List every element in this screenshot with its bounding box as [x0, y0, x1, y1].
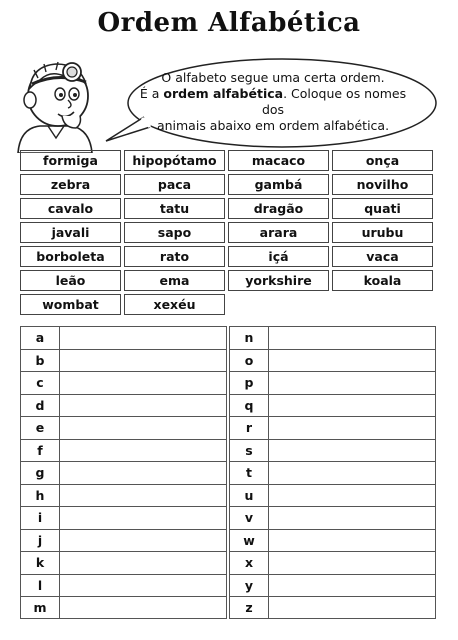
answer-letter: k	[21, 552, 60, 574]
answer-letter: q	[230, 395, 269, 417]
answer-blank-field[interactable]	[269, 597, 435, 618]
answer-letter: d	[21, 395, 60, 417]
answer-row	[229, 461, 436, 484]
answer-blank-field[interactable]	[60, 552, 226, 574]
boy-character-illustration	[10, 48, 110, 153]
answer-row	[229, 439, 436, 462]
answer-letter: i	[21, 507, 60, 529]
answer-letter: o	[230, 350, 269, 372]
instructions-line-3: animais abaixo em ordem alfabética.	[156, 118, 390, 133]
word-bank-word: onça	[332, 150, 433, 171]
word-bank	[20, 150, 434, 318]
word-bank-row	[20, 246, 434, 269]
word-bank-empty-cell	[332, 294, 433, 315]
answer-blank-field[interactable]	[60, 507, 226, 529]
word-bank-row	[20, 270, 434, 293]
instructions-line-2: É a ordem alfabética. Coloque os nomes dos	[139, 86, 407, 117]
answer-blank-field[interactable]	[60, 350, 226, 372]
instructions-text	[128, 70, 418, 134]
answer-letter: u	[230, 485, 269, 507]
answer-blank-field[interactable]	[269, 372, 435, 394]
answer-letter: h	[21, 485, 60, 507]
word-bank-word: novilho	[332, 174, 433, 195]
answer-letter: r	[230, 417, 269, 439]
word-bank-word: rato	[124, 246, 225, 267]
word-bank-row	[20, 222, 434, 245]
word-bank-word: arara	[228, 222, 329, 243]
answer-row	[229, 506, 436, 529]
word-bank-row	[20, 294, 434, 317]
answer-blank-field[interactable]	[60, 575, 226, 597]
word-bank-word: xexéu	[124, 294, 225, 315]
answer-blank-field[interactable]	[60, 485, 226, 507]
answer-letter: m	[21, 597, 60, 618]
word-bank-word: hipopótamo	[124, 150, 225, 171]
answer-row	[20, 326, 227, 349]
answer-blank-field[interactable]	[60, 417, 226, 439]
answer-blank-field[interactable]	[269, 530, 435, 552]
word-bank-word: paca	[124, 174, 225, 195]
word-bank-word: gambá	[228, 174, 329, 195]
answer-row	[229, 349, 436, 372]
word-bank-word: içá	[228, 246, 329, 267]
answer-row	[229, 371, 436, 394]
word-bank-word: urubu	[332, 222, 433, 243]
word-bank-word: borboleta	[20, 246, 121, 267]
answer-row	[229, 416, 436, 439]
answer-letter: b	[21, 350, 60, 372]
answer-blank-field[interactable]	[269, 485, 435, 507]
answer-letter: v	[230, 507, 269, 529]
answer-row	[229, 484, 436, 507]
answer-blank-field[interactable]	[269, 552, 435, 574]
answer-blank-field[interactable]	[60, 327, 226, 349]
word-bank-word: koala	[332, 270, 433, 291]
answer-blank-field[interactable]	[60, 440, 226, 462]
word-bank-word: leão	[20, 270, 121, 291]
answer-row	[20, 371, 227, 394]
word-bank-word: quati	[332, 198, 433, 219]
answer-letter: s	[230, 440, 269, 462]
word-bank-row	[20, 174, 434, 197]
word-bank-word: tatu	[124, 198, 225, 219]
instructions-line-1: O alfabeto segue uma certa ordem.	[161, 70, 385, 85]
word-bank-row	[20, 198, 434, 221]
answer-letter: e	[21, 417, 60, 439]
answer-row	[20, 484, 227, 507]
answer-row	[20, 394, 227, 417]
answer-row	[20, 416, 227, 439]
answer-blank-field[interactable]	[269, 507, 435, 529]
answer-letter: l	[21, 575, 60, 597]
answer-blank-field[interactable]	[269, 575, 435, 597]
word-bank-word: wombat	[20, 294, 121, 315]
word-bank-word: ema	[124, 270, 225, 291]
word-bank-word: yorkshire	[228, 270, 329, 291]
answer-letter: j	[21, 530, 60, 552]
word-bank-word: dragão	[228, 198, 329, 219]
answer-row	[229, 326, 436, 349]
answer-blank-field[interactable]	[269, 327, 435, 349]
answer-blank-field[interactable]	[269, 462, 435, 484]
answer-letter: a	[21, 327, 60, 349]
answer-table-a-to-m	[20, 326, 227, 619]
answer-letter: c	[21, 372, 60, 394]
answer-row	[20, 439, 227, 462]
answer-blank-field[interactable]	[269, 417, 435, 439]
answer-letter: f	[21, 440, 60, 462]
answer-letter: g	[21, 462, 60, 484]
answer-blank-field[interactable]	[269, 440, 435, 462]
answer-row	[229, 596, 436, 619]
answer-letter: p	[230, 372, 269, 394]
answer-letter: z	[230, 597, 269, 618]
answer-letter: y	[230, 575, 269, 597]
answer-row	[20, 506, 227, 529]
answer-letter: n	[230, 327, 269, 349]
answer-blank-field[interactable]	[269, 395, 435, 417]
answer-row	[20, 596, 227, 619]
answer-row	[229, 394, 436, 417]
answer-blank-field[interactable]	[60, 395, 226, 417]
word-bank-row	[20, 150, 434, 173]
answer-blank-field[interactable]	[60, 530, 226, 552]
instructions-bold-term: ordem alfabética	[163, 86, 284, 101]
word-bank-word: macaco	[228, 150, 329, 171]
answer-table-n-to-z	[229, 326, 436, 619]
word-bank-word: javali	[20, 222, 121, 243]
answer-row	[20, 529, 227, 552]
answer-blank-field[interactable]	[60, 372, 226, 394]
answer-row	[20, 461, 227, 484]
word-bank-word: vaca	[332, 246, 433, 267]
word-bank-empty-cell	[228, 294, 329, 315]
word-bank-word: zebra	[20, 174, 121, 195]
word-bank-word: sapo	[124, 222, 225, 243]
answer-row	[229, 574, 436, 597]
answer-blank-field[interactable]	[60, 462, 226, 484]
answer-row	[229, 529, 436, 552]
answer-letter: t	[230, 462, 269, 484]
answer-row	[20, 574, 227, 597]
word-bank-word: formiga	[20, 150, 121, 171]
page-title: Ordem Alfabética	[97, 8, 361, 38]
answer-blank-field[interactable]	[60, 597, 226, 618]
answer-row	[20, 551, 227, 574]
answer-blank-field[interactable]	[269, 350, 435, 372]
answer-row	[20, 349, 227, 372]
answer-letter: x	[230, 552, 269, 574]
word-bank-word: cavalo	[20, 198, 121, 219]
answer-letter: w	[230, 530, 269, 552]
answer-row	[229, 551, 436, 574]
